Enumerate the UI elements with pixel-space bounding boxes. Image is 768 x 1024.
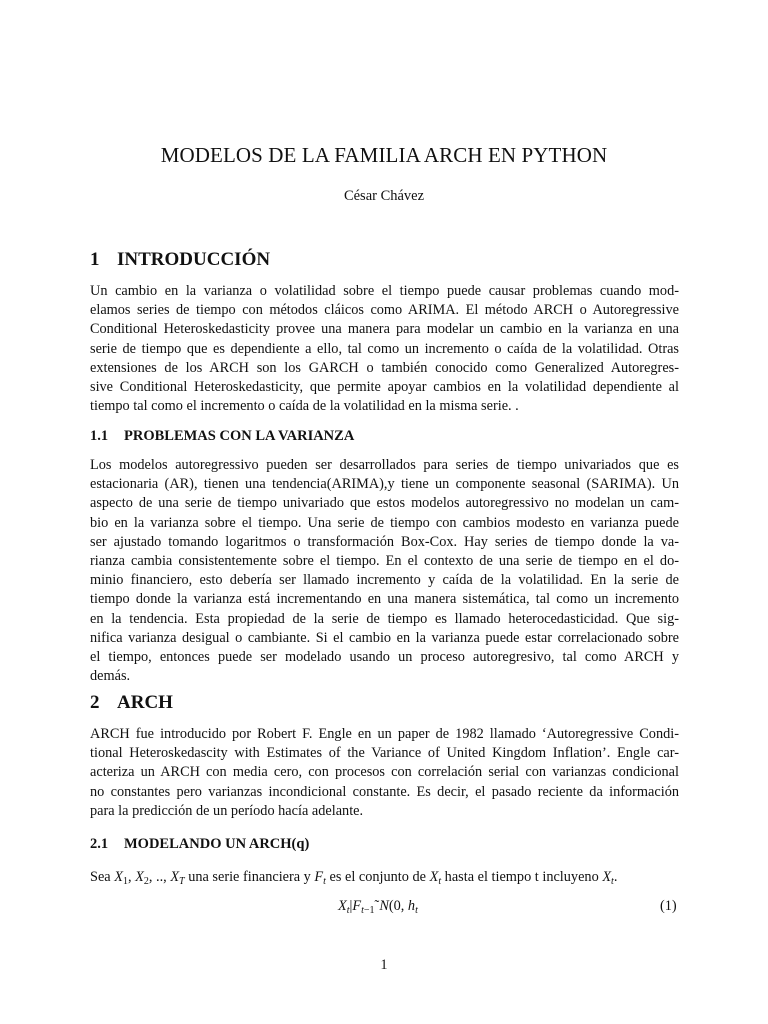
subsection-heading-modelando	[90, 836, 309, 853]
text-line: tional Heteroskedascity with Estimates of the Variance of United Kingdom Inflation’. Engle car-	[90, 745, 679, 762]
text-line: extensiones de los ARCH son los GARCH o también conocido como Generalized Autoregres-	[90, 359, 679, 376]
text-line: bio en la varianza sobre el tiempo. Una serie de tiempo con cambios modesto en varianza puede	[90, 514, 679, 531]
text-line: estacionaria (AR), tienen una tendencia(ARIMA),y tiene un componente seasonal (SARIMA). Un	[90, 476, 679, 493]
document-title: MODELOS DE LA FAMILIA ARCH EN PYTHON	[160, 143, 608, 167]
section-number: 1	[90, 249, 100, 270]
text-line: en la tendencia. Esta propiedad de la serie de tiempo es llamado heterocedasticidad. Que sig-	[90, 610, 679, 627]
paragraph-problemas	[90, 456, 679, 686]
paragraph-arch	[90, 725, 679, 821]
math-xt: $X_t$.	[602, 869, 618, 887]
text-fragment: es el conjunto de	[329, 869, 426, 885]
subsection-heading-problemas	[90, 428, 354, 445]
text-fragment: hasta el tiempo t incluyeno	[444, 869, 599, 885]
section-number: 2	[90, 692, 100, 713]
text-line: para la predicción de un período hacía adelante.	[90, 802, 364, 819]
section-title: MODELANDO UN ARCH(q)	[124, 836, 310, 852]
text-line: el tiempo, entonces puede ser modelado usando un proceso autoregresivo, tal como ARCH y	[90, 649, 679, 666]
section-title: ARCH	[117, 692, 173, 713]
text-line: demás.	[90, 668, 131, 685]
text-line: tiempo donde la varianza está incrementando en una manera sistemática, tal como un incremento	[90, 591, 679, 608]
text-line: Los modelos autoregressivo pueden ser desarrollados para series de tiempo univariados que es	[90, 457, 679, 473]
math-ft: $F_t$	[314, 869, 326, 887]
paragraph-modelando	[90, 869, 679, 886]
section-title: PROBLEMAS CON LA VARIANZA	[124, 428, 355, 444]
text-fragment: una serie financiera y	[188, 869, 311, 885]
text-line: Conditional Heteroskedasticity provee una manera para modelar un cambio en la varianza en una	[90, 321, 679, 338]
text-line: sive Conditional Heteroskedasticity, que permite apoyar cambios en la volatilidad dependiente al	[90, 379, 679, 396]
section-title: INTRODUCCIÓN	[117, 249, 271, 270]
text-line: rianza cambia consistentemente sobre el tiempo. En el contexto de una serie de tiempo en el do-	[90, 553, 679, 570]
text-line: ARCH fue introducido por Robert F. Engle en un paper de 1982 llamado ‘Autoregressive Condi-	[90, 726, 679, 742]
page-number: 1	[380, 957, 388, 973]
math-series: $X_1$, $X_2$, .., $X_T$	[114, 869, 185, 887]
text-line: tiempo tal como el incremento o caída de la volatilidad en la misma serie. .	[90, 398, 519, 415]
equation-1: $X_t|F_{t-1}˜N(0$, $h_t$	[338, 898, 418, 916]
text-line: serie de tiempo que es dependiente a ello, tal como un incremento o caída de la volatilidad. Otras	[90, 340, 679, 357]
paragraph-introduccion	[90, 282, 679, 416]
section-heading-introduccion	[90, 249, 270, 271]
text-line: minio financiero, esto debería ser llamado incremento y caída de la volatilidad. En la serie de	[90, 572, 679, 589]
math-xt: $X_t$	[429, 869, 442, 887]
text-line: acteriza un ARCH con media cero, con procesos con correlación serial con varianzas condicional	[90, 764, 679, 781]
text-line: no constantes pero varianzas incondicional constante. Es decir, el pasado reciente da información	[90, 783, 679, 800]
text-line: aspecto de una serie de tiempo univariado que estos modelos autoregressivo no modelan un cam-	[90, 495, 679, 512]
section-number: 1.1	[90, 428, 109, 444]
section-heading-arch	[90, 692, 173, 714]
equation-number: (1)	[660, 898, 677, 914]
text-line: ser ajustado tomando logaritmos o transformación Box-Cox. Hay series de tiempo donde la va-	[90, 533, 679, 550]
text-fragment: Sea	[90, 869, 111, 885]
section-number: 2.1	[90, 836, 109, 852]
text-line: elamos series de tiempo con métodos cláicos como ARIMA. El método ARCH o Autoregressive	[90, 302, 679, 319]
document-author: César Chávez	[343, 188, 425, 204]
text-line: nifica varianza desigual o cambiante. Si el cambio en la varianza puede estar correlacionado sobre	[90, 629, 679, 646]
text-line: Un cambio en la varianza o volatilidad sobre el tiempo puede causar problemas cuando mod-	[90, 283, 679, 299]
